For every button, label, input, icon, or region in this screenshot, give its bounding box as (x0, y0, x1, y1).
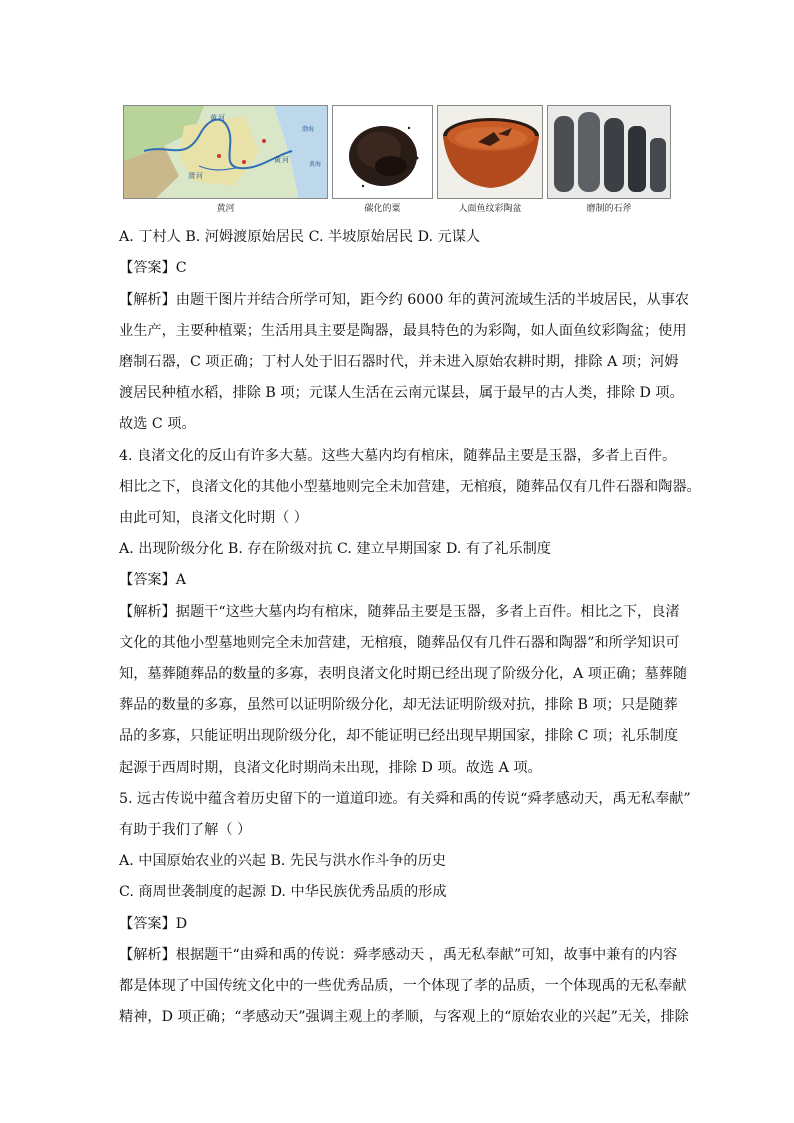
yellow-river-map (123, 105, 328, 199)
yellow-river-figure (123, 105, 328, 215)
pottery-figure (437, 105, 543, 215)
q5-analysis-line-2: 都是体现了中国传统文化中的一些优秀品质，一个体现了孝的品质，一个体现禹的无私奉献 (119, 978, 687, 994)
q4-stem-line-1: 4. 良渚文化的反山有许多大墓。这些大墓内均有棺床，随葬品主要是玉器，多者上百件。 (119, 448, 677, 464)
figure-caption-millet: 碳化的粟 (364, 204, 401, 214)
figure-caption-yellow-river: 黄河 (216, 204, 235, 214)
millet-image (332, 105, 433, 199)
pottery-basin-drawing (438, 106, 543, 199)
q4-analysis-line-4: 葬品的数量的多寡，虽然可以证明阶级分化，却无法证明阶级对抗，排除 B 项；只是随葬 (119, 697, 678, 713)
millet-pile-drawing (333, 106, 433, 199)
q3-analysis-line-3: 磨制石器，C 项正确；丁村人处于旧石器时代，并未进入原始农耕时期，排除 A 项；河姆 (119, 354, 679, 370)
q5-stem-line-2: 有助于我们了解（ ） (119, 822, 252, 838)
q4-analysis-line-3: 知，墓葬随葬品的数量的多寡，表明良渚文化时期已经出现了阶级分化，A 项正确；墓葬随 (119, 666, 688, 682)
q3-analysis-line-4: 渡居民种植水稻，排除 B 项；元谋人生活在云南元谋县，属于最早的古人类，排除 D 项。 (119, 385, 684, 401)
q3-options: A. 丁村人 B. 河姆渡原始居民 C. 半坡原始居民 D. 元谋人 (119, 229, 481, 245)
q5-options-line-2: C. 商周世袭制度的起源 D. 中华民族优秀品质的形成 (119, 884, 447, 900)
q4-stem-line-2: 相比之下，良渚文化的其他小型墓地则完全未加营建，无棺痕，随葬品仅有几件石器和陶器。 (119, 479, 701, 495)
q5-answer: 【答案】D (119, 916, 188, 932)
q4-stem-line-3: 由此可知，良渚文化时期（ ） (119, 510, 308, 526)
stone-axe-image (547, 105, 671, 199)
q4-analysis-line-6: 起源于西周时期，良渚文化时期尚未出现，排除 D 项。故选 A 项。 (119, 760, 542, 776)
yellow-river-map-drawing (124, 106, 328, 199)
map-label-bohai: 渤海 (302, 126, 315, 133)
map-label-he-2: 河 (196, 172, 203, 180)
stone-axe-figure (547, 105, 671, 215)
q4-options: A. 出现阶级分化 B. 存在阶级对抗 C. 建立早期国家 D. 有了礼乐制度 (119, 541, 551, 557)
q4-answer: 【答案】A (119, 572, 186, 588)
q5-analysis-line-3: 精神，D 项正确；“孝感动天”强调主观上的孝顺，与客观上的“原始农业的兴起”无关，排除 (119, 1009, 689, 1025)
map-label-wei: 渭 (188, 172, 195, 180)
q4-analysis-line-5: 品的多寡，只能证明出现阶级分化，却不能证明已经出现早期国家，排除 C 项；礼乐制度 (119, 728, 679, 744)
q3-analysis-line-5: 故选 C 项。 (119, 416, 196, 432)
q4-analysis-line-1: 【解析】据题干“这些大墓内均有棺床，随葬品主要是玉器，多者上百件。相比之下，良渚 (119, 604, 680, 620)
figure-row (123, 105, 671, 215)
q4-analysis-line-2: 文化的其他小型墓地则完全未加营建，无棺痕，随葬品仅有几件石器和陶器”和所学知识可 (119, 635, 680, 651)
q5-analysis-line-1: 【解析】根据题干“由舜和禹的传说：舜孝感动天 ，禹无私奉献”可知，故事中兼有的内容 (119, 947, 678, 963)
map-label-he-1: 河 (218, 114, 225, 122)
figure-caption-pottery: 人面鱼纹彩陶盆 (458, 204, 522, 214)
map-label-huang-2: 黄 (274, 156, 281, 164)
q5-options-line-1: A. 中国原始农业的兴起 B. 先民与洪水作斗争的历史 (119, 853, 446, 869)
q3-answer: 【答案】C (119, 260, 187, 276)
map-label-huanghai: 黄海 (309, 161, 322, 168)
stone-axes-drawing (548, 106, 671, 199)
millet-figure (332, 105, 433, 215)
map-label-he-3: 河 (282, 156, 289, 164)
figure-caption-stone-axe: 磨制的石斧 (586, 204, 632, 214)
q3-analysis-line-1: 【解析】由题干图片并结合所学可知，距今约 6000 年的黄河流域生活的半坡居民，从事农 (119, 292, 690, 308)
q3-analysis-line-2: 业生产，主要种植粟；生活用具主要是陶器，最具特色的为彩陶，如人面鱼纹彩陶盆；使用 (119, 323, 687, 339)
q5-stem-line-1: 5. 远古传说中蕴含着历史留下的一道道印迹。有关舜和禹的传说“舜孝感动天，禹无私奉献” (119, 791, 691, 807)
pottery-image (437, 105, 543, 199)
map-label-huang-1: 黄 (210, 114, 217, 122)
